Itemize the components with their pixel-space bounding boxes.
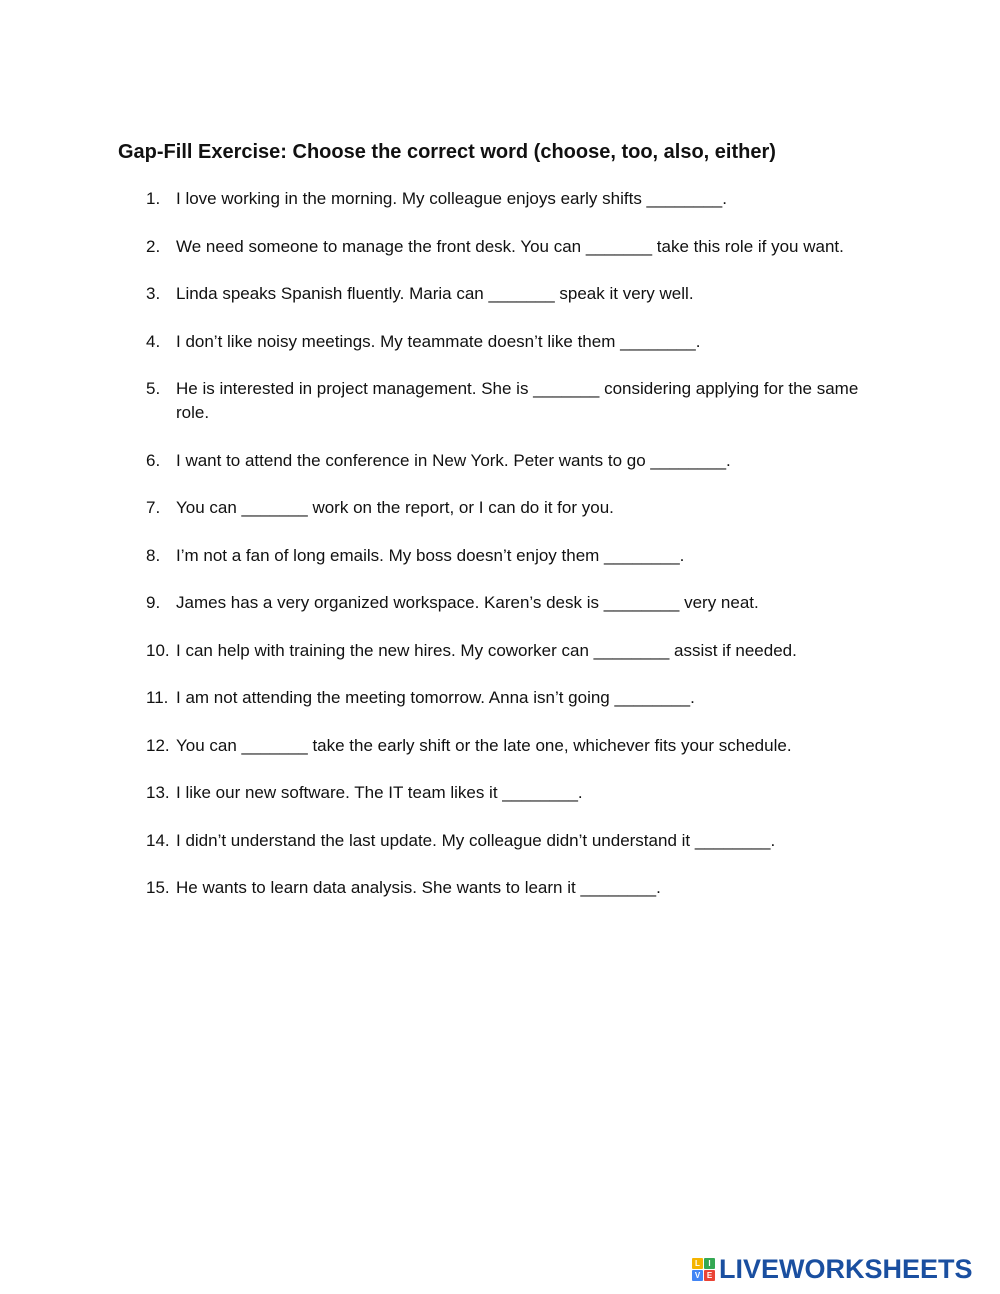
item-number: 7. [146,498,161,517]
item-number: 6. [146,450,161,470]
exercise-item-13 [146,781,866,805]
exercise-item-14 [146,829,866,853]
exercise-item-5 [146,377,866,425]
exercise-item-6 [146,449,866,473]
item-number: 4. [146,331,161,351]
item-number: 12. [146,735,170,755]
logo-letter: E [704,1270,715,1281]
item-number: 5. [146,379,161,398]
exercise-item-12 [146,734,866,758]
exercise-item-15 [146,876,866,900]
item-text: I like our new software. The IT team likes it ________. [176,783,583,802]
item-text: He is interested in project management. She is _______ considering applying for the same role. [176,379,859,422]
item-text: He wants to learn data analysis. She wants to learn it ________. [176,878,661,897]
page-title: Gap-Fill Exercise: Choose the correct word (choose, too, also, either) [118,141,776,163]
item-text: I can help with training the new hires. My coworker can ________ assist if needed. [176,640,797,660]
exercise-item-11 [146,686,866,710]
logo-text: LIVEWORKSHEETS [719,1254,973,1284]
item-number: 11. [146,688,169,707]
liveworksheets-logo [692,1254,973,1284]
item-text: I’m not a fan of long emails. My boss doesn’t enjoy them ________. [176,545,685,565]
item-number: 10. [146,640,170,660]
item-text: I love working in the morning. My colleague enjoys early shifts ________. [176,189,727,208]
logo-letter: I [704,1258,715,1269]
item-text: I want to attend the conference in New York. Peter wants to go ________. [176,450,731,470]
item-text: I don’t like noisy meetings. My teammate doesn’t like them ________. [176,331,701,351]
item-number: 14. [146,830,170,850]
item-number: 3. [146,284,161,303]
item-number: 9. [146,593,161,612]
logo-letter: V [692,1270,703,1281]
item-text: I am not attending the meeting tomorrow. Anna isn’t going ________. [176,688,695,707]
item-text: You can _______ work on the report, or I can do it for you. [176,498,614,517]
item-number: 2. [146,236,161,256]
exercise-item-2 [146,235,866,259]
exercise-item-3 [146,282,866,306]
item-text: Linda speaks Spanish fluently. Maria can _______ speak it very well. [176,284,694,303]
item-number: 15. [146,878,170,897]
exercise-list [146,187,866,924]
exercise-item-1 [146,187,866,211]
logo-letter: L [692,1258,703,1269]
exercise-item-8 [146,544,866,568]
item-number: 13. [146,783,170,802]
exercise-item-7 [146,496,866,520]
exercise-item-4 [146,330,866,354]
item-text: I didn’t understand the last update. My colleague didn’t understand it ________. [176,830,776,850]
exercise-item-10 [146,639,866,663]
exercise-item-9 [146,591,866,615]
item-number: 8. [146,545,161,565]
item-number: 1. [146,189,161,208]
logo-mark-icon [692,1258,715,1281]
item-text: We need someone to manage the front desk. You can _______ take this role if you want. [176,236,844,256]
item-text: James has a very organized workspace. Karen’s desk is ________ very neat. [176,593,759,612]
item-text: You can _______ take the early shift or the late one, whichever fits your schedule. [176,735,792,755]
